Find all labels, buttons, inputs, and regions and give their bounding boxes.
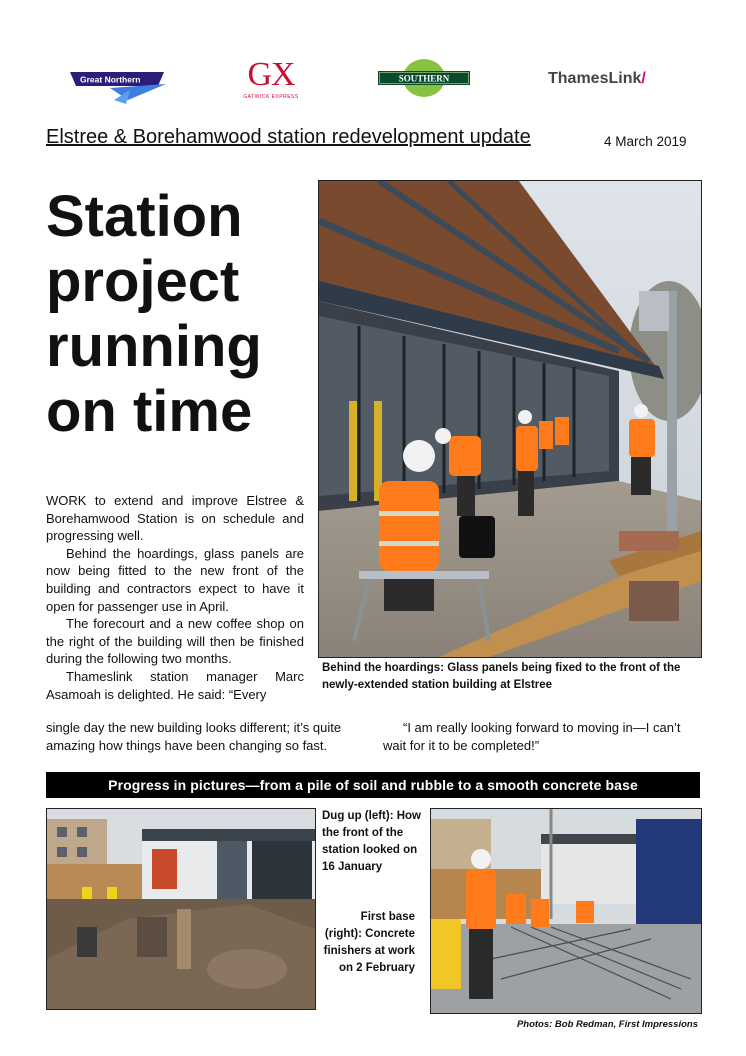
caption-dug-up: Dug up (left): How the front of the station looked on 16 January <box>322 810 422 873</box>
southern-logo-text: SOUTHERN <box>398 73 450 84</box>
main-photo-glass-panels <box>318 180 702 658</box>
article-paragraph-4: Thameslink station manager Marc Asamoah is delighted. He said: “Every <box>46 668 304 702</box>
photo-concrete-base <box>430 808 702 1014</box>
quote-continuation-left: single day the new building looks different; it’s quite amazing how things have been changing so fast. <box>46 720 342 753</box>
quote-continuation-right: “I am really looking forward to moving in—I can’t wait for it to be completed!” <box>383 720 681 753</box>
progress-banner: Progress in pictures—from a pile of soil and rubble to a smooth concrete base <box>46 772 700 798</box>
southern-logo <box>376 58 472 98</box>
thameslink-logo-slash: / <box>641 70 646 87</box>
photo-dug-up <box>46 808 316 1010</box>
photo-credit: Photos: Bob Redman, First Impressions <box>516 1019 698 1030</box>
main-photo-caption: Behind the hoardings: Glass panels being fixed to the front of the newly-extended station building at Elstree <box>322 662 681 691</box>
article-paragraph-1: WORK to extend and improve Elstree & Borehamwood Station is on schedule and progressing well. <box>46 493 304 544</box>
great-northern-logo-text: Great Northern <box>80 74 141 85</box>
issue-date: 4 March 2019 <box>604 134 687 149</box>
article-headline: Station project running on time <box>46 184 262 444</box>
article-paragraph-3: The forecourt and a new coffee shop on the right of the building will then be finished during the following two months. <box>46 616 304 667</box>
gx-logo-subtitle: GATWICK EXPRESS <box>243 94 299 100</box>
gx-logo-mark: GX <box>247 56 295 93</box>
gatwick-express-logo <box>236 58 306 104</box>
article-paragraph-2: Behind the hoardings, glass panels are now being fitted to the new front of the building and contractors expect to have it open for passenger use in April. <box>46 545 304 614</box>
article-body <box>46 492 304 703</box>
thameslink-logo-text: ThamesLink <box>548 70 642 87</box>
caption-first-base: First base (right): Concrete finishers at work on 2 February <box>323 911 415 974</box>
thameslink-logo <box>548 70 646 88</box>
great-northern-logo <box>70 70 166 106</box>
page-title: Elstree & Borehamwood station redevelopment update <box>46 126 531 148</box>
